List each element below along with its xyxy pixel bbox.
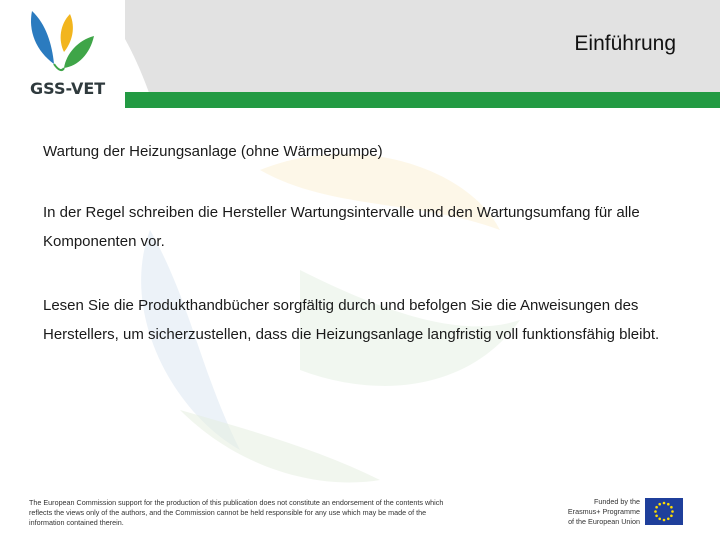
eu-disclaimer: The European Commission support for the production of this publication does not constitute an endorsement of the contents which reflects the views only of the authors, and the Commission cannot be held responsible for any use which may be made of the information contained therein. [29, 498, 444, 527]
funded-by-text [548, 497, 640, 527]
funded-line-3: of the European Union [568, 517, 640, 526]
content-heading: Wartung der Heizungsanlage (ohne Wärmepumpe) [43, 143, 383, 160]
paragraph-1: In der Regel schreiben die Hersteller Wartungsintervalle und den Wartungsumfang für alle Komponenten vor. [43, 204, 640, 250]
slide-title: Einführung [574, 32, 676, 55]
paragraph-2: Lesen Sie die Produkthandbücher sorgfältig durch und befolgen Sie die Anweisungen des Herstellers, um sicherzustellen, dass die Heizungsanlage langfristig voll funktionsfähig bleibt. [43, 297, 660, 343]
header-green-stripe [125, 92, 720, 108]
funded-line-2: Erasmus+ Programme [567, 507, 640, 516]
funded-line-1: Funded by the [594, 497, 640, 506]
eu-flag-icon [645, 498, 683, 525]
logo-text: GSS-VET [30, 79, 106, 98]
